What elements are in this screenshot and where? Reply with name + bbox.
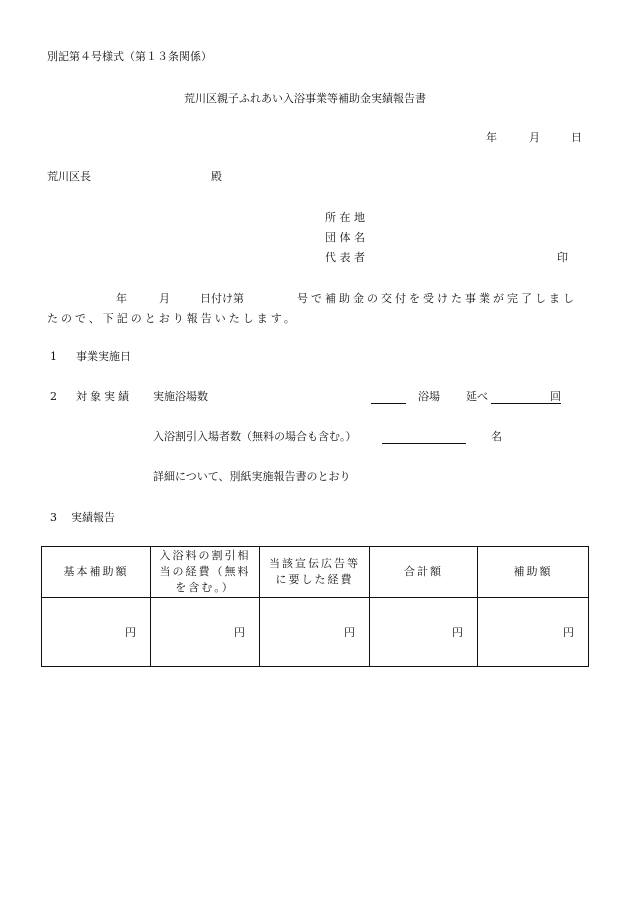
item3-label: 実績報告	[71, 511, 115, 524]
header-subsidy-amount	[478, 547, 589, 598]
organization-label: 団 体 名	[325, 231, 365, 244]
item1-label: 事業実施日	[76, 350, 131, 363]
header-total	[370, 547, 478, 598]
header-text: 合計額	[404, 565, 443, 578]
header-discount-expense	[151, 547, 260, 598]
header-text: を含む。）	[175, 581, 235, 594]
item1-number: 1	[50, 350, 57, 363]
date-day-label: 日	[571, 131, 582, 144]
times-unit-label: 回	[550, 390, 561, 403]
body-dated-number-label: 日付け第	[200, 292, 244, 305]
body-text-line1: 号で補助金の交付を受けた事業が完了しまし	[297, 292, 577, 305]
body-text-line2: たので、下記のとおり報告いたします。	[47, 312, 298, 325]
table-row	[42, 598, 589, 667]
discount-count-label: 入浴割引入場者数（無料の場合も含む。）	[153, 430, 357, 443]
body-month-label: 月	[159, 292, 170, 305]
cell-advertising-expense[interactable]: 円	[260, 598, 370, 667]
item2-label: 対象実績	[76, 390, 132, 403]
header-text: 基本補助額	[63, 565, 129, 578]
header-text: 当該宣伝広告等	[269, 557, 360, 570]
header-text: 当の経費（無料	[159, 565, 251, 578]
location-label: 所 在 地	[325, 211, 365, 224]
bath-count-field[interactable]	[371, 403, 406, 404]
header-basic-subsidy	[42, 547, 151, 598]
detail-note: 詳細について、別紙実施報告書のとおり	[153, 470, 351, 483]
document-title: 荒川区親子ふれあい入浴事業等補助金実績報告書	[184, 92, 426, 105]
header-text: 入浴料の割引相	[159, 549, 251, 562]
representative-label: 代 表 者	[325, 251, 365, 264]
date-year-label: 年	[486, 131, 497, 144]
addressee-honorific: 殿	[211, 170, 222, 183]
seal-mark: 印	[557, 251, 568, 264]
bath-count-label: 実施浴場数	[153, 390, 208, 403]
people-unit-label: 名	[491, 430, 502, 443]
header-advertising-expense	[260, 547, 370, 598]
body-year-label: 年	[116, 292, 127, 305]
item3-number: 3	[50, 511, 57, 524]
addressee-name: 荒川区長	[47, 170, 91, 183]
form-number: 別記第４号様式（第１３条関係）	[47, 50, 212, 63]
cell-subsidy-amount[interactable]: 円	[478, 598, 589, 667]
total-label: 延べ	[466, 390, 488, 403]
report-table	[41, 546, 589, 667]
item2-number: 2	[50, 390, 57, 403]
bath-unit-label: 浴場	[418, 390, 440, 403]
date-month-label: 月	[529, 131, 540, 144]
table-header-row	[42, 547, 589, 598]
discount-count-field[interactable]	[382, 443, 466, 444]
cell-discount-expense[interactable]: 円	[151, 598, 260, 667]
header-text: 補助額	[513, 565, 553, 578]
cell-total[interactable]: 円	[370, 598, 478, 667]
header-text: に要した経費	[275, 573, 354, 586]
cell-basic-subsidy[interactable]: 円	[42, 598, 151, 667]
